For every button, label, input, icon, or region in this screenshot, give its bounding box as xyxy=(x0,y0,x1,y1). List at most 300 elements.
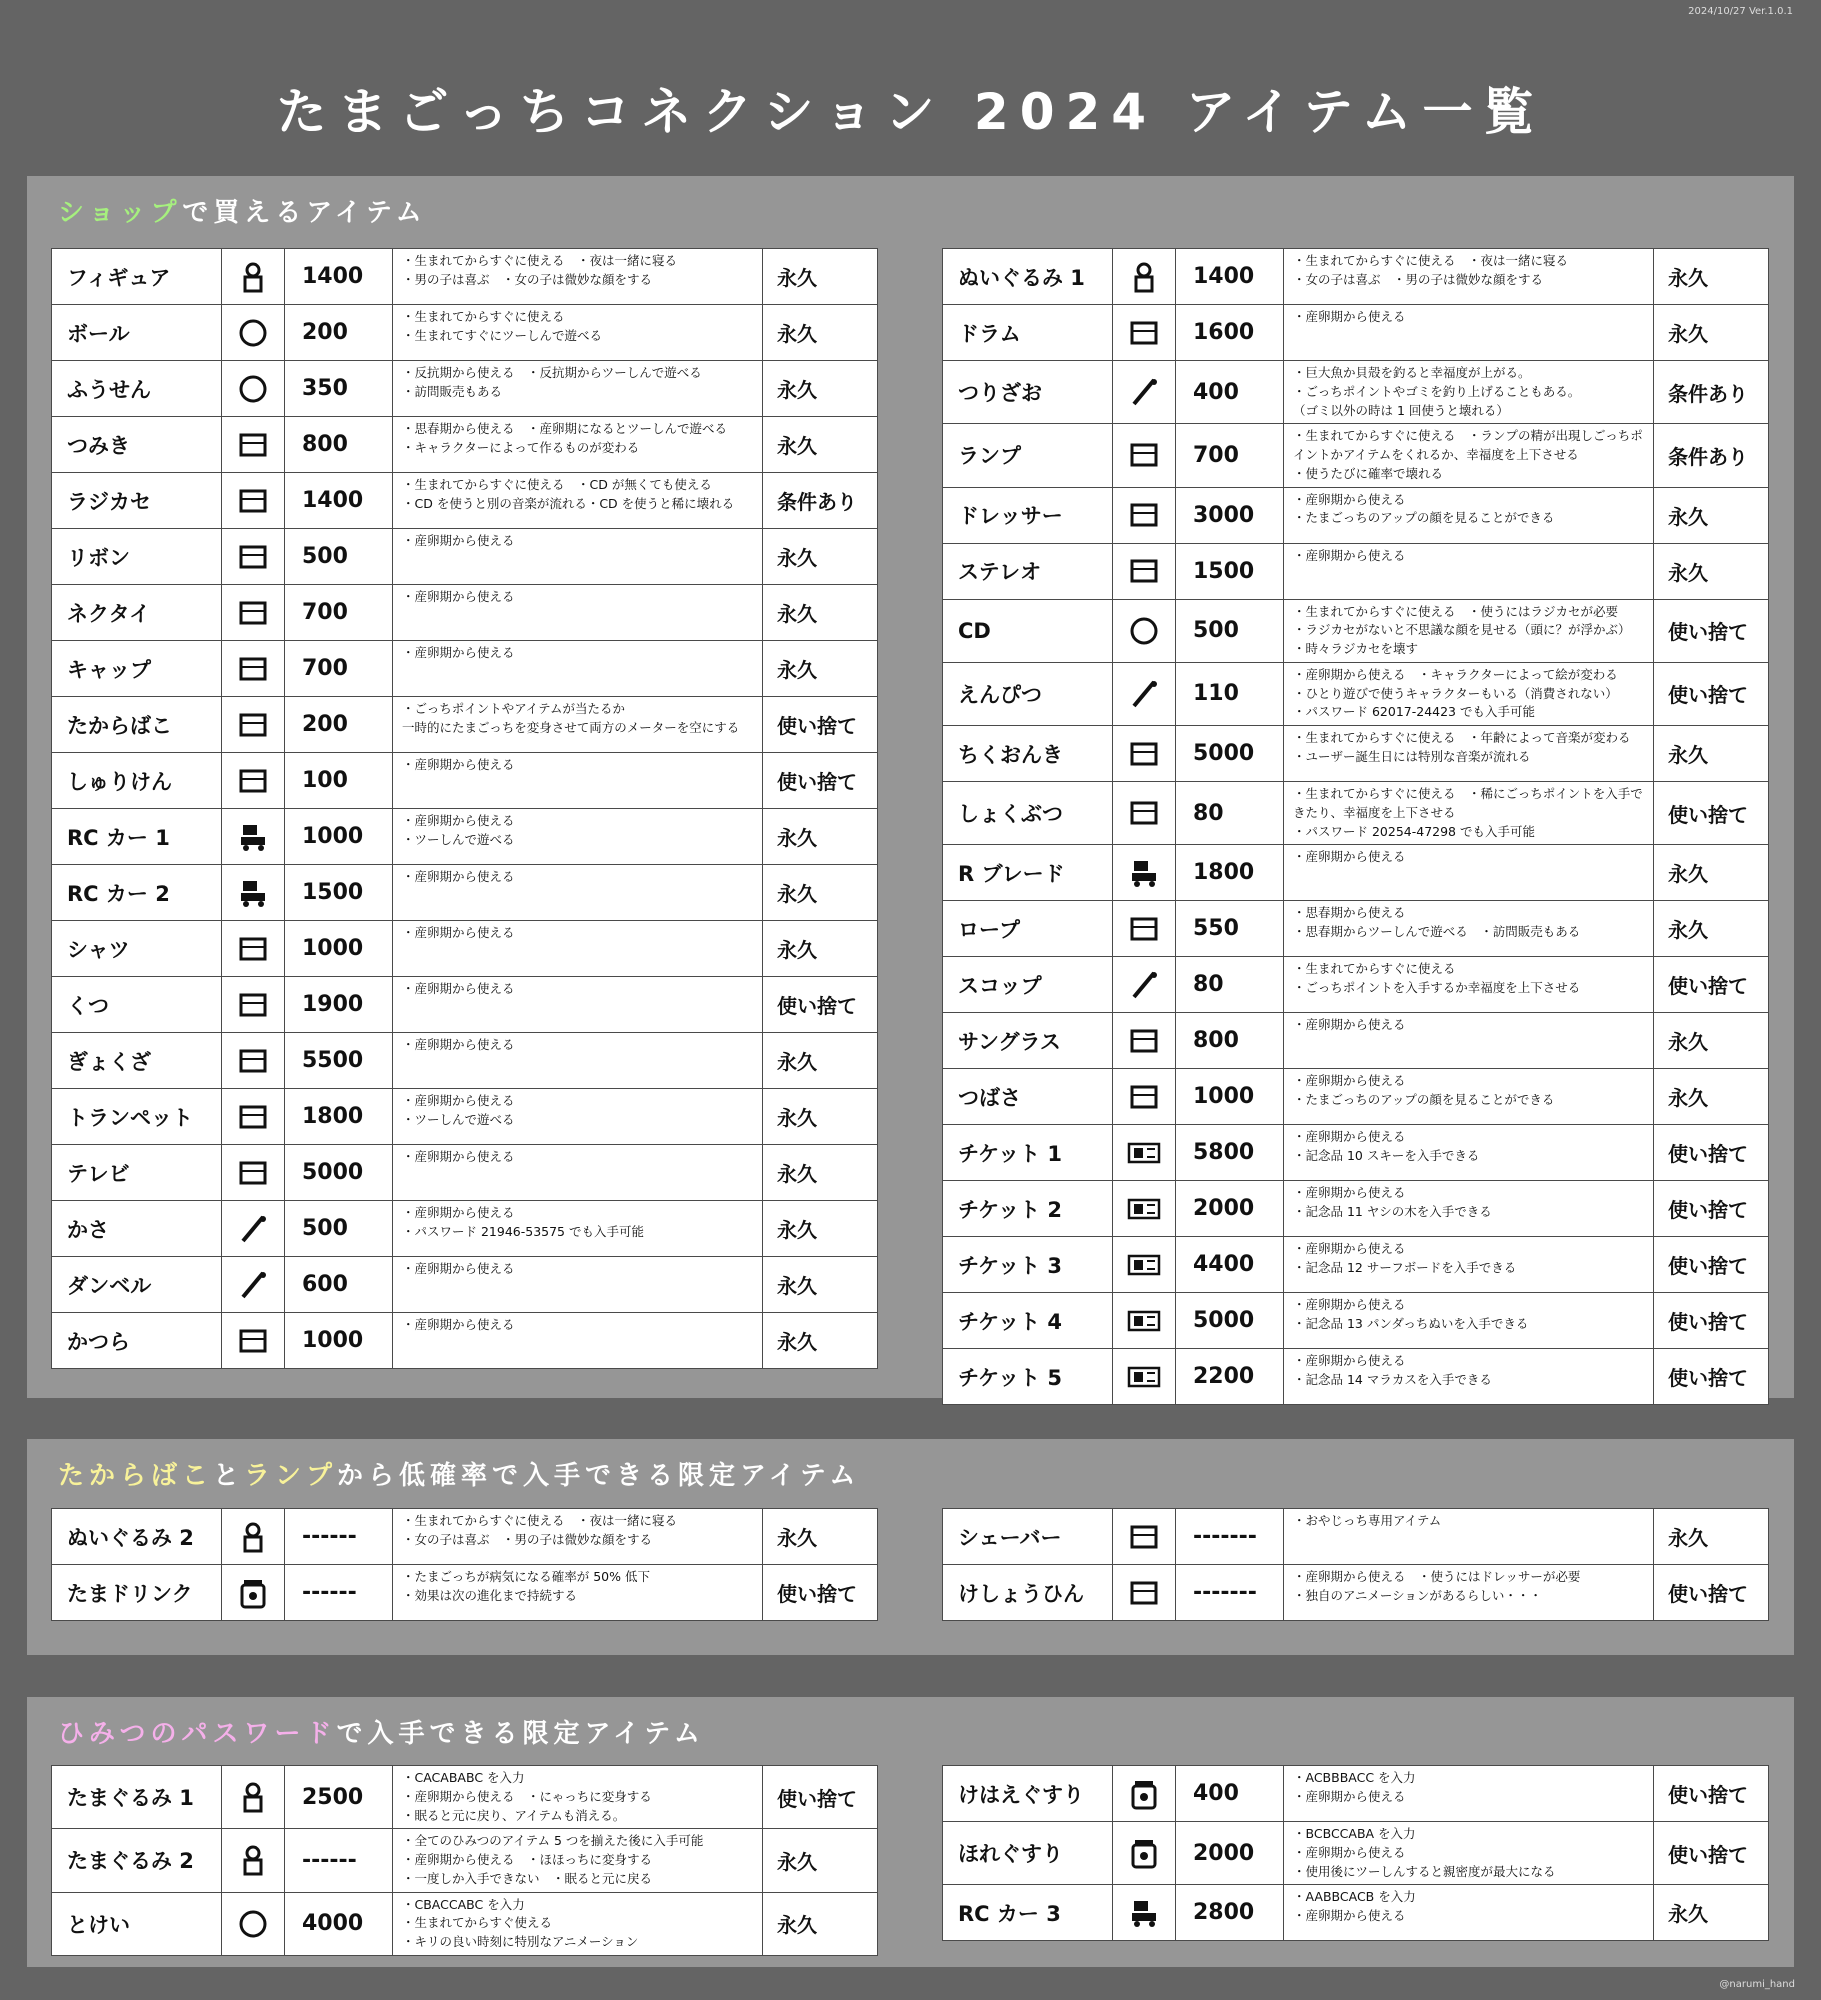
item-name: CD xyxy=(943,599,1113,662)
item-name: かつら xyxy=(52,1313,222,1369)
item-name: スコップ xyxy=(943,957,1113,1013)
item-row xyxy=(52,1829,878,1892)
item-price: 1600 xyxy=(1176,305,1284,361)
item-price: 400 xyxy=(1176,1766,1284,1822)
item-duration: 使い捨て xyxy=(1654,1349,1769,1405)
item-row xyxy=(52,417,878,473)
item-duration: 使い捨て xyxy=(1654,662,1769,725)
item-price: 550 xyxy=(1176,901,1284,957)
item-name: RC カー 2 xyxy=(52,865,222,921)
section-title-rare: たからばことランプから低確率で入手できる限定アイテム xyxy=(58,1461,861,1491)
item-note: ・産卵期から使える ・使うにはドレッサーが必要 ・独自のアニメーションがあるらしい・・・ xyxy=(1284,1565,1654,1621)
item-name: ランプ xyxy=(943,424,1113,487)
item-row xyxy=(943,1509,1769,1565)
shop-section xyxy=(27,176,1794,1398)
item-note: ・おやじっち専用アイテム xyxy=(1284,1509,1654,1565)
item-name: シャツ xyxy=(52,921,222,977)
password-section xyxy=(27,1697,1794,1967)
item-price: 1400 xyxy=(285,473,393,529)
item-note: ・産卵期から使える xyxy=(1284,543,1654,599)
item-duration: 永久 xyxy=(763,1089,878,1145)
item-price: 5000 xyxy=(1176,726,1284,782)
item-name: とけい xyxy=(52,1892,222,1955)
lamp-icon xyxy=(1113,424,1176,487)
item-price: ------- xyxy=(1176,1565,1284,1621)
item-row xyxy=(943,1069,1769,1125)
item-note: ・産卵期から使える xyxy=(393,641,763,697)
item-row xyxy=(52,921,878,977)
roller-blade-icon xyxy=(1113,845,1176,901)
sunglasses-icon xyxy=(1113,1013,1176,1069)
item-note: ・生まれてからすぐに使える ・夜は一緒に寝る ・女の子は喜ぶ ・男の子は微妙な顔をする xyxy=(1284,249,1654,305)
item-duration: 永久 xyxy=(1654,901,1769,957)
item-note: ・産卵期から使える xyxy=(1284,1013,1654,1069)
item-row xyxy=(943,1237,1769,1293)
item-note: ・生まれてからすぐに使える ・ごっちポイントを入手するか幸福度を上下させる xyxy=(1284,957,1654,1013)
plant-icon xyxy=(1113,782,1176,845)
item-row xyxy=(943,543,1769,599)
item-note: ・思春期から使える ・産卵期になるとツーしんで遊べる ・キャラクターによって作るものが変わる xyxy=(393,417,763,473)
item-row xyxy=(52,1565,878,1621)
item-note: ・産卵期から使える ・記念品 14 マラカスを入手できる xyxy=(1284,1349,1654,1405)
item-name: ラジカセ xyxy=(52,473,222,529)
item-row xyxy=(52,1145,878,1201)
item-duration: 使い捨て xyxy=(1654,1822,1769,1885)
item-price: 1400 xyxy=(1176,249,1284,305)
item-row xyxy=(52,1313,878,1369)
pencil-icon xyxy=(1113,662,1176,725)
item-duration: 永久 xyxy=(763,529,878,585)
item-row xyxy=(52,1033,878,1089)
item-price: 500 xyxy=(285,529,393,585)
item-price: 1000 xyxy=(285,809,393,865)
item-name: テレビ xyxy=(52,1145,222,1201)
item-note: ・生まれてからすぐに使える ・夜は一緒に寝る ・女の子は喜ぶ ・男の子は微妙な顔をする xyxy=(393,1509,763,1565)
item-note: ・産卵期から使える ・たまごっちのアップの顔を見ることができる xyxy=(1284,1069,1654,1125)
tamagurumi-2-icon xyxy=(222,1829,285,1892)
item-note: ・産卵期から使える ・記念品 12 サーフボードを入手できる xyxy=(1284,1237,1654,1293)
item-name: けしょうひん xyxy=(943,1565,1113,1621)
item-price: 100 xyxy=(285,753,393,809)
item-name: たまぐるみ 2 xyxy=(52,1829,222,1892)
clock-icon xyxy=(222,1892,285,1955)
fishing-rod-icon xyxy=(1113,361,1176,424)
item-note: ・たまごっちが病気になる確率が 50% 低下 ・効果は次の進化まで持続する xyxy=(393,1565,763,1621)
item-duration: 使い捨て xyxy=(1654,1237,1769,1293)
item-duration: 使い捨て xyxy=(1654,1766,1769,1822)
item-duration: 永久 xyxy=(763,1257,878,1313)
item-duration: 永久 xyxy=(1654,845,1769,901)
item-row xyxy=(52,1766,878,1829)
rc-car-2-icon xyxy=(222,865,285,921)
item-name: ステレオ xyxy=(943,543,1113,599)
item-note: ・産卵期から使える xyxy=(393,585,763,641)
rc-car-icon xyxy=(222,809,285,865)
item-price: ------ xyxy=(285,1565,393,1621)
shop-table-right xyxy=(942,248,1769,1405)
item-price: 2500 xyxy=(285,1766,393,1829)
item-price: 5000 xyxy=(285,1145,393,1201)
rare-section xyxy=(27,1439,1794,1655)
item-name: チケット 3 xyxy=(943,1237,1113,1293)
item-name: つばさ xyxy=(943,1069,1113,1125)
item-row xyxy=(943,1766,1769,1822)
item-name: ボール xyxy=(52,305,222,361)
item-note: ・ACBBBACC を入力 ・産卵期から使える xyxy=(1284,1766,1654,1822)
item-duration: 永久 xyxy=(1654,1509,1769,1565)
password-table-left xyxy=(51,1765,878,1956)
item-name: たまドリンク xyxy=(52,1565,222,1621)
ribbon-icon xyxy=(222,529,285,585)
item-price: 80 xyxy=(1176,957,1284,1013)
item-price: 200 xyxy=(285,697,393,753)
item-price: 2000 xyxy=(1176,1181,1284,1237)
item-price: 110 xyxy=(1176,662,1284,725)
item-note: ・産卵期から使える ・記念品 10 スキーを入手できる xyxy=(1284,1125,1654,1181)
item-note: ・産卵期から使える xyxy=(393,1313,763,1369)
treasure-box-icon xyxy=(222,697,285,753)
item-duration: 永久 xyxy=(763,641,878,697)
item-note: ・産卵期から使える ・キャラクターによって絵が変わる ・ひとり遊びで使うキャラクターもいる（消費されない） ・パスワード 62017-24423 でも入手可能 xyxy=(1284,662,1654,725)
item-duration: 使い捨て xyxy=(763,753,878,809)
password-table-right xyxy=(942,1765,1769,1941)
item-duration: 使い捨て xyxy=(763,1565,878,1621)
item-row xyxy=(52,361,878,417)
item-row xyxy=(943,249,1769,305)
love-potion-icon xyxy=(1113,1822,1176,1885)
item-name: ロープ xyxy=(943,901,1113,957)
item-note: ・産卵期から使える ・ツーしんで遊べる xyxy=(393,1089,763,1145)
item-price: 5500 xyxy=(285,1033,393,1089)
item-price: 3000 xyxy=(1176,487,1284,543)
item-duration: 永久 xyxy=(763,1033,878,1089)
item-row xyxy=(52,865,878,921)
item-name: かさ xyxy=(52,1201,222,1257)
item-duration: 永久 xyxy=(1654,1885,1769,1941)
item-price: 4400 xyxy=(1176,1237,1284,1293)
item-note: ・産卵期から使える xyxy=(393,529,763,585)
item-name: チケット 1 xyxy=(943,1125,1113,1181)
drum-icon xyxy=(1113,305,1176,361)
item-price: ------ xyxy=(285,1829,393,1892)
section-title-password: ひみつのパスワードで入手できる限定アイテム xyxy=(58,1719,705,1749)
item-duration: 永久 xyxy=(1654,305,1769,361)
item-name: フィギュア xyxy=(52,249,222,305)
item-name: キャップ xyxy=(52,641,222,697)
item-note: ・産卵期から使える xyxy=(393,921,763,977)
hair-medicine-icon xyxy=(1113,1766,1176,1822)
item-note: ・生まれてからすぐに使える ・稀にごっちポイントを入手できたり、幸福度を上下させる ・パスワード 20254-47298 でも入手可能 xyxy=(1284,782,1654,845)
section-title-shop: ショップで買えるアイテム xyxy=(58,198,427,228)
version-label: 2024/10/27 Ver.1.0.1 xyxy=(1688,6,1793,17)
item-price: 700 xyxy=(1176,424,1284,487)
item-name: つみき xyxy=(52,417,222,473)
item-name: シェーバー xyxy=(943,1509,1113,1565)
item-price: 5000 xyxy=(1176,1293,1284,1349)
item-row xyxy=(943,901,1769,957)
item-name: ネクタイ xyxy=(52,585,222,641)
item-duration: 使い捨て xyxy=(1654,1293,1769,1349)
item-row xyxy=(52,529,878,585)
item-duration: 使い捨て xyxy=(1654,1565,1769,1621)
shop-table-left xyxy=(51,248,878,1369)
item-note: ・ごっちポイントやアイテムが当たるか 一時的にたまごっちを変身させて両方のメーターを空にする xyxy=(393,697,763,753)
item-duration: 永久 xyxy=(763,305,878,361)
item-name: ほれぐすり xyxy=(943,1822,1113,1885)
item-price: 200 xyxy=(285,305,393,361)
item-price: 2200 xyxy=(1176,1349,1284,1405)
ticket-icon xyxy=(1113,1237,1176,1293)
item-name: しゅりけん xyxy=(52,753,222,809)
item-name: ダンベル xyxy=(52,1257,222,1313)
item-name: RC カー 3 xyxy=(943,1885,1113,1941)
shoes-icon xyxy=(222,977,285,1033)
item-note: ・反抗期から使える ・反抗期からツーしんで遊べる ・訪問販売もある xyxy=(393,361,763,417)
item-row xyxy=(52,305,878,361)
item-note: ・生まれてからすぐに使える ・夜は一緒に寝る ・男の子は喜ぶ ・女の子は微妙な顔をする xyxy=(393,249,763,305)
item-price: 500 xyxy=(1176,599,1284,662)
rare-table-right xyxy=(942,1508,1769,1621)
item-note: ・生まれてからすぐに使える ・生まれてすぐにツーしんで遊べる xyxy=(393,305,763,361)
item-price: 2000 xyxy=(1176,1822,1284,1885)
item-note: ・産卵期から使える ・記念品 13 パンダっちぬいを入手できる xyxy=(1284,1293,1654,1349)
item-note: ・産卵期から使える xyxy=(393,1145,763,1201)
item-name: RC カー 1 xyxy=(52,809,222,865)
shovel-icon xyxy=(1113,957,1176,1013)
item-row xyxy=(943,1885,1769,1941)
item-row xyxy=(943,726,1769,782)
item-price: 700 xyxy=(285,585,393,641)
item-name: ぬいぐるみ 2 xyxy=(52,1509,222,1565)
item-name: たまぐるみ 1 xyxy=(52,1766,222,1829)
item-note: ・生まれてからすぐに使える ・使うにはラジカセが必要 ・ラジカセがないと不思議な顔を見せる（頭に？が浮かぶ） ・時々ラジカセを壊す xyxy=(1284,599,1654,662)
item-name: ドレッサー xyxy=(943,487,1113,543)
item-row xyxy=(943,1013,1769,1069)
item-row xyxy=(943,1181,1769,1237)
item-row xyxy=(52,1257,878,1313)
item-duration: 使い捨て xyxy=(1654,957,1769,1013)
rope-icon xyxy=(1113,901,1176,957)
item-price: 350 xyxy=(285,361,393,417)
item-duration: 永久 xyxy=(1654,249,1769,305)
credit-label: @narumi_hand xyxy=(1719,1979,1795,1990)
item-note: ・産卵期から使える ・ツーしんで遊べる xyxy=(393,809,763,865)
item-row xyxy=(943,1349,1769,1405)
item-note: ・産卵期から使える ・たまごっちのアップの顔を見ることができる xyxy=(1284,487,1654,543)
item-row xyxy=(52,1892,878,1955)
item-price: 800 xyxy=(285,417,393,473)
item-price: ------- xyxy=(1176,1509,1284,1565)
item-name: ぎょくざ xyxy=(52,1033,222,1089)
item-note: ・産卵期から使える xyxy=(393,753,763,809)
item-row xyxy=(52,977,878,1033)
item-duration: 永久 xyxy=(763,921,878,977)
item-duration: 使い捨て xyxy=(763,977,878,1033)
item-duration: 永久 xyxy=(1654,726,1769,782)
item-duration: 永久 xyxy=(763,1829,878,1892)
item-duration: 永久 xyxy=(763,1145,878,1201)
item-price: 700 xyxy=(285,641,393,697)
item-row xyxy=(52,697,878,753)
item-price: 1500 xyxy=(1176,543,1284,599)
item-duration: 永久 xyxy=(763,1509,878,1565)
gramophone-icon xyxy=(1113,726,1176,782)
item-duration: 条件あり xyxy=(1654,361,1769,424)
item-note: ・産卵期から使える xyxy=(1284,845,1654,901)
item-row xyxy=(943,487,1769,543)
ticket-icon xyxy=(1113,1349,1176,1405)
item-row xyxy=(52,1089,878,1145)
item-note: ・生まれてからすぐに使える ・ランプの精が出現しごっちポイントかアイテムをくれるか、幸福度を上下させる ・使うたびに確率で壊れる xyxy=(1284,424,1654,487)
item-note: ・AABBCACB を入力 ・産卵期から使える xyxy=(1284,1885,1654,1941)
item-price: 4000 xyxy=(285,1892,393,1955)
item-duration: 永久 xyxy=(763,1201,878,1257)
item-name: たからばこ xyxy=(52,697,222,753)
item-name: チケット 5 xyxy=(943,1349,1113,1405)
item-name: トランペット xyxy=(52,1089,222,1145)
throne-icon xyxy=(222,1033,285,1089)
radio-cassette-icon xyxy=(222,473,285,529)
item-name: しょくぶつ xyxy=(943,782,1113,845)
item-name: R ブレード xyxy=(943,845,1113,901)
item-price: 600 xyxy=(285,1257,393,1313)
item-duration: 使い捨て xyxy=(1654,599,1769,662)
item-duration: 使い捨て xyxy=(763,697,878,753)
ticket-icon xyxy=(1113,1181,1176,1237)
figure-icon xyxy=(222,249,285,305)
item-note: ・生まれてからすぐに使える ・年齢によって音楽が変わる ・ユーザー誕生日には特別な音楽が流れる xyxy=(1284,726,1654,782)
item-row xyxy=(943,957,1769,1013)
item-row xyxy=(943,782,1769,845)
item-name: チケット 4 xyxy=(943,1293,1113,1349)
item-note: ・BCBCCABA を入力 ・産卵期から使える ・使用後にツーしんすると親密度が最大になる xyxy=(1284,1822,1654,1885)
rc-car-3-icon xyxy=(1113,1885,1176,1941)
item-name: つりざお xyxy=(943,361,1113,424)
item-row xyxy=(52,753,878,809)
item-name: ぬいぐるみ 1 xyxy=(943,249,1113,305)
item-note: ・CACABABC を入力 ・産卵期から使える ・にゃっちに変身する ・眠ると元に戻り、アイテムも消える。 xyxy=(393,1766,763,1829)
ticket-icon xyxy=(1113,1125,1176,1181)
item-price: 1900 xyxy=(285,977,393,1033)
item-duration: 使い捨て xyxy=(763,1766,878,1829)
item-name: ふうせん xyxy=(52,361,222,417)
item-price: 1000 xyxy=(285,1313,393,1369)
item-note: ・産卵期から使える xyxy=(1284,305,1654,361)
item-row xyxy=(943,361,1769,424)
item-duration: 永久 xyxy=(1654,1069,1769,1125)
item-price: 1000 xyxy=(285,921,393,977)
item-duration: 永久 xyxy=(763,417,878,473)
item-price: 800 xyxy=(1176,1013,1284,1069)
item-row xyxy=(943,305,1769,361)
item-price: 5800 xyxy=(1176,1125,1284,1181)
item-note: ・産卵期から使える xyxy=(393,1033,763,1089)
item-name: ちくおんき xyxy=(943,726,1113,782)
drink-jar-icon xyxy=(222,1565,285,1621)
ticket-icon xyxy=(1113,1293,1176,1349)
item-price: 400 xyxy=(1176,361,1284,424)
item-duration: 条件あり xyxy=(763,473,878,529)
item-duration: 永久 xyxy=(763,865,878,921)
item-name: えんぴつ xyxy=(943,662,1113,725)
item-name: ドラム xyxy=(943,305,1113,361)
stereo-icon xyxy=(1113,543,1176,599)
item-duration: 永久 xyxy=(1654,487,1769,543)
item-duration: 永久 xyxy=(763,1313,878,1369)
plush-2-icon xyxy=(222,1509,285,1565)
item-note: ・思春期から使える ・思春期からツーしんで遊べる ・訪問販売もある xyxy=(1284,901,1654,957)
rare-table-left xyxy=(51,1508,878,1621)
item-row xyxy=(943,1565,1769,1621)
item-duration: 永久 xyxy=(1654,1013,1769,1069)
item-name: リボン xyxy=(52,529,222,585)
item-price: 500 xyxy=(285,1201,393,1257)
item-row xyxy=(943,662,1769,725)
tamagurumi-icon xyxy=(222,1766,285,1829)
item-price: 1400 xyxy=(285,249,393,305)
item-price: 1800 xyxy=(1176,845,1284,901)
item-row xyxy=(52,585,878,641)
item-name: けはえぐすり xyxy=(943,1766,1113,1822)
cosmetics-icon xyxy=(1113,1565,1176,1621)
wig-icon xyxy=(222,1313,285,1369)
item-note: ・産卵期から使える xyxy=(393,977,763,1033)
balloon-icon xyxy=(222,361,285,417)
item-duration: 使い捨て xyxy=(1654,1181,1769,1237)
item-name: くつ xyxy=(52,977,222,1033)
item-duration: 永久 xyxy=(763,585,878,641)
item-note: ・全てのひみつのアイテム 5 つを揃えた後に入手可能 ・産卵期から使える ・ほほっちに変身する ・一度しか入手できない ・眠ると元に戻る xyxy=(393,1829,763,1892)
item-row xyxy=(52,473,878,529)
item-duration: 永久 xyxy=(1654,543,1769,599)
wings-icon xyxy=(1113,1069,1176,1125)
item-note: ・産卵期から使える ・記念品 11 ヤシの木を入手できる xyxy=(1284,1181,1654,1237)
plush-icon xyxy=(1113,249,1176,305)
item-row xyxy=(943,599,1769,662)
item-row xyxy=(943,424,1769,487)
trumpet-icon xyxy=(222,1089,285,1145)
tv-icon xyxy=(222,1145,285,1201)
blocks-icon xyxy=(222,417,285,473)
item-price: 1000 xyxy=(1176,1069,1284,1125)
cap-icon xyxy=(222,641,285,697)
item-row xyxy=(52,641,878,697)
dumbbell-icon xyxy=(222,1257,285,1313)
item-duration: 条件あり xyxy=(1654,424,1769,487)
item-row xyxy=(52,1201,878,1257)
item-note: ・巨大魚か貝殻を釣ると幸福度が上がる。 ・ごっちポイントやゴミを釣り上げることもある。 （ゴミ以外の時は 1 回使うと壊れる） xyxy=(1284,361,1654,424)
item-row xyxy=(52,1509,878,1565)
item-duration: 永久 xyxy=(763,361,878,417)
item-price: 1500 xyxy=(285,865,393,921)
item-price: 2800 xyxy=(1176,1885,1284,1941)
item-row xyxy=(52,249,878,305)
shirt-icon xyxy=(222,921,285,977)
page-title: たまごっちコネクション 2024 アイテム一覧 xyxy=(276,83,1545,141)
shaver-icon xyxy=(1113,1509,1176,1565)
item-duration: 永久 xyxy=(763,249,878,305)
item-note: ・産卵期から使える ・パスワード 21946-53575 でも入手可能 xyxy=(393,1201,763,1257)
item-duration: 使い捨て xyxy=(1654,782,1769,845)
item-duration: 永久 xyxy=(763,809,878,865)
item-duration: 使い捨て xyxy=(1654,1125,1769,1181)
item-row xyxy=(943,1822,1769,1885)
item-note: ・CBACCABC を入力 ・生まれてからすぐ使える ・キリの良い時刻に特別なアニメーション xyxy=(393,1892,763,1955)
item-note: ・生まれてからすぐに使える ・CD が無くても使える ・CD を使うと別の音楽が流れる・CD を使うと稀に壊れる xyxy=(393,473,763,529)
ball-icon xyxy=(222,305,285,361)
item-price: ------ xyxy=(285,1509,393,1565)
item-note: ・産卵期から使える xyxy=(393,865,763,921)
